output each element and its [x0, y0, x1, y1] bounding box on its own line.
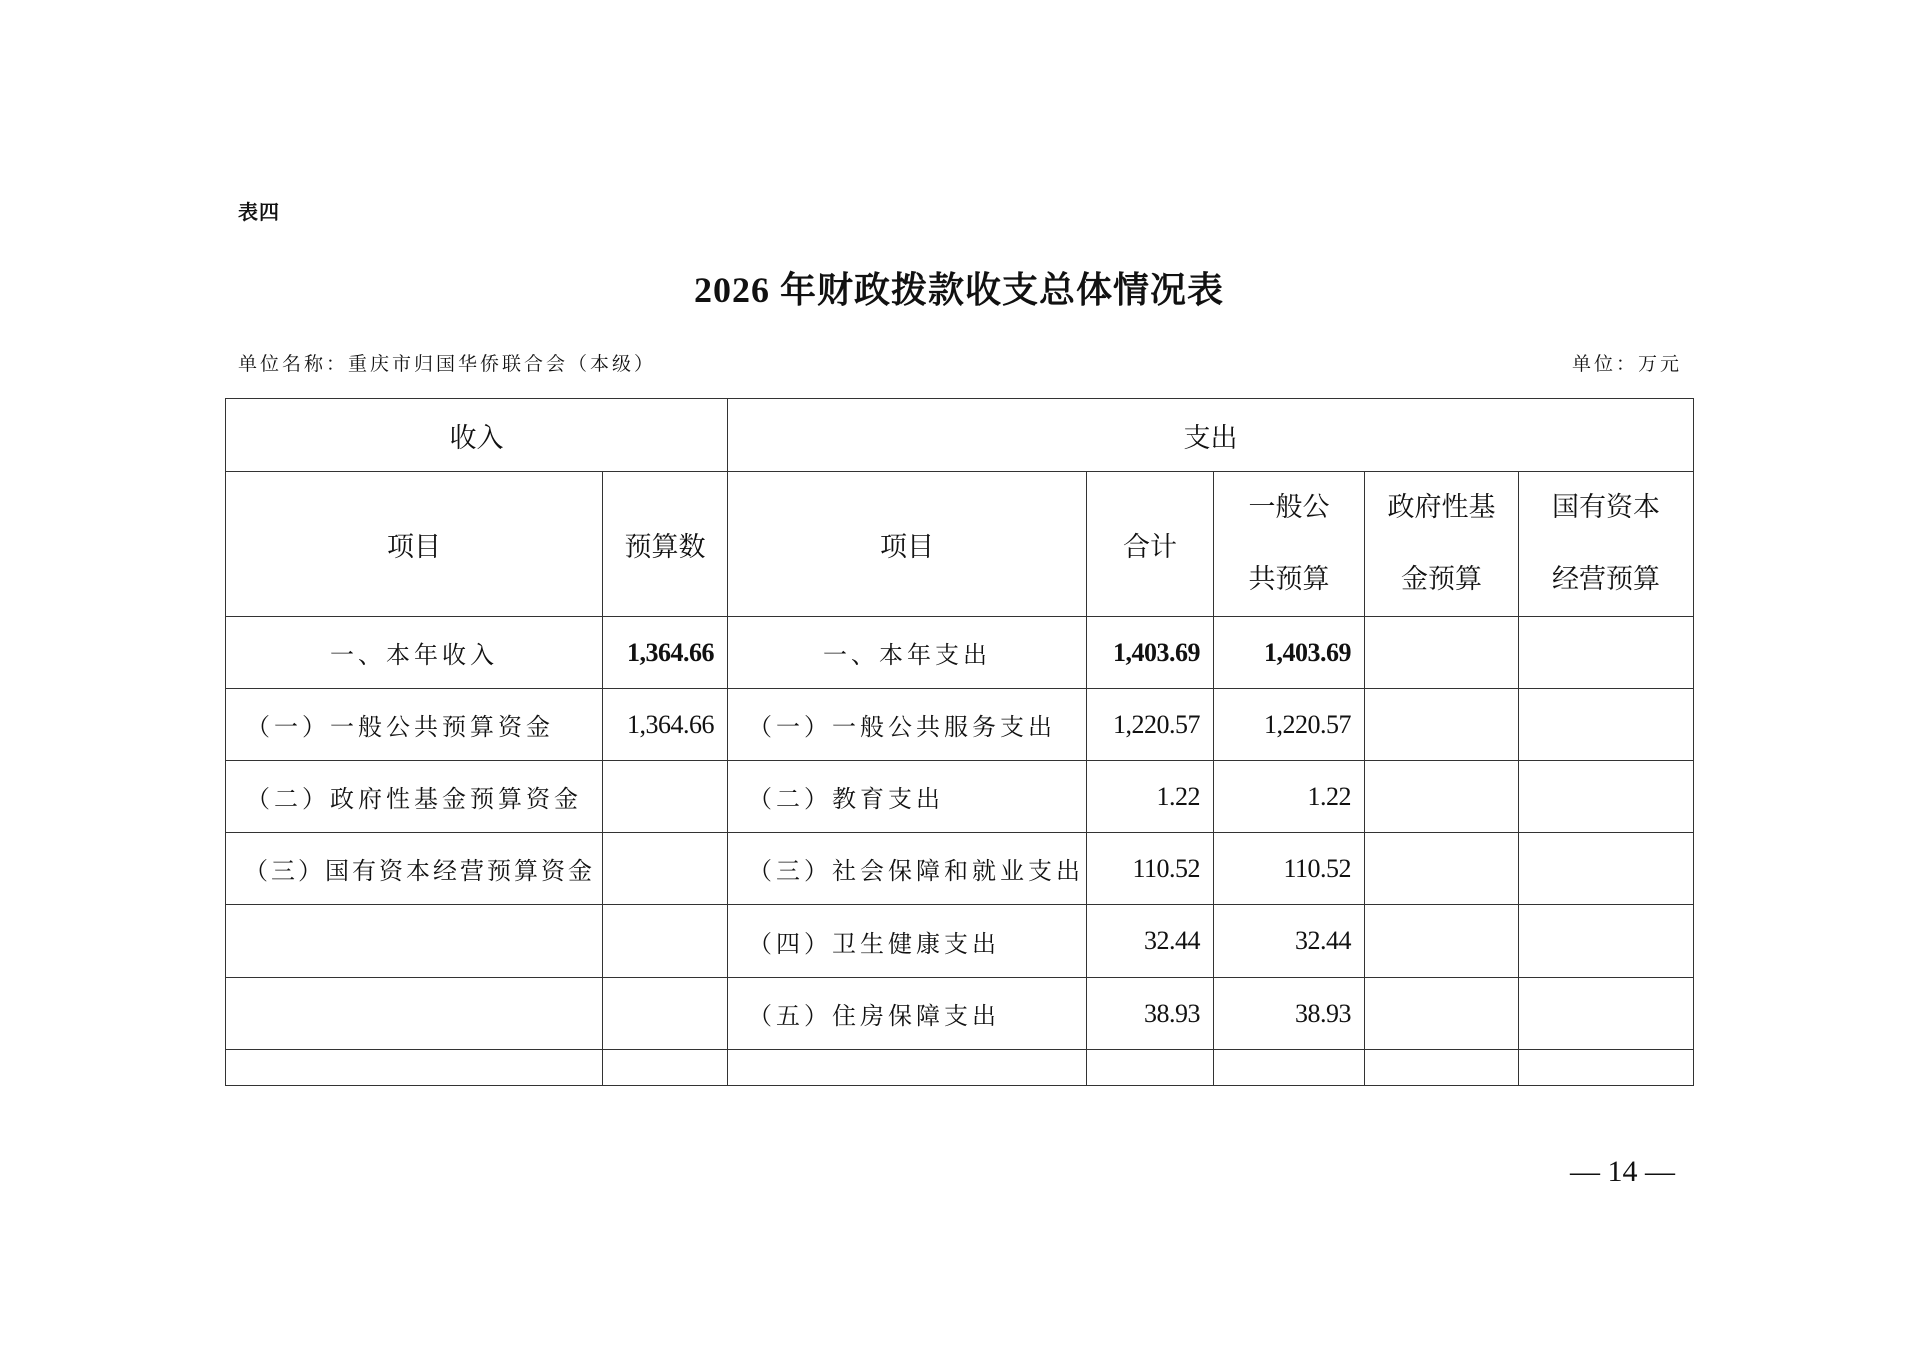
total-cell: 1,220.57: [1087, 689, 1214, 761]
total-cell: 110.52: [1087, 833, 1214, 905]
table-row: [226, 833, 1694, 905]
column-header-row: [226, 472, 1694, 617]
income-budget-cell: [603, 978, 728, 1050]
table-row: [226, 761, 1694, 833]
state-capital-budget-cell: [1519, 617, 1694, 689]
group-header-row: [226, 399, 1694, 472]
government-fund-budget-cell: [1365, 1050, 1519, 1086]
general-public-budget-cell: 1,403.69: [1214, 617, 1365, 689]
expenditure-item-header: 项目: [728, 472, 1087, 617]
total-header: 合计: [1087, 472, 1214, 617]
expenditure-item-cell: （三）社会保障和就业支出: [728, 833, 1087, 905]
government-fund-budget-cell: [1365, 833, 1519, 905]
budget-table: [225, 398, 1694, 1086]
header-line: 经营预算: [1552, 564, 1660, 595]
page-number: — 14 —: [1570, 1155, 1675, 1188]
expenditure-group-header: 支出: [728, 399, 1694, 472]
state-capital-budget-cell: [1519, 689, 1694, 761]
page-title-text: 2026 年财政拨款收支总体情况表: [693, 270, 1224, 310]
income-budget-cell: [603, 761, 728, 833]
expenditure-item-cell: [728, 1050, 1087, 1086]
total-cell: [1087, 1050, 1214, 1086]
income-budget-cell: 1,364.66: [603, 617, 728, 689]
table-row-total: [226, 617, 1694, 689]
state-capital-budget-cell: [1519, 905, 1694, 978]
table-row: [226, 905, 1694, 978]
expenditure-item-cell: （四）卫生健康支出: [728, 905, 1087, 978]
state-capital-budget-cell: [1519, 978, 1694, 1050]
total-cell: 38.93: [1087, 978, 1214, 1050]
income-item-cell: （一）一般公共预算资金: [226, 689, 603, 761]
income-budget-cell: 1,364.66: [603, 689, 728, 761]
income-item-cell: [226, 905, 603, 978]
income-budget-cell: [603, 1050, 728, 1086]
header-line: 国有资本: [1552, 492, 1660, 523]
income-budget-cell: [603, 905, 728, 978]
income-item-cell: 一、本年收入: [226, 617, 603, 689]
expenditure-item-cell: （一）一般公共服务支出: [728, 689, 1087, 761]
total-cell: 1.22: [1087, 761, 1214, 833]
government-fund-budget-cell: [1365, 617, 1519, 689]
header-line: 政府性基: [1387, 492, 1496, 523]
total-cell: 1,403.69: [1087, 617, 1214, 689]
state-capital-budget-header: [1519, 472, 1694, 617]
income-budget-cell: [603, 833, 728, 905]
government-fund-budget-header: [1365, 472, 1519, 617]
general-public-budget-header: [1214, 472, 1365, 617]
expenditure-item-cell: （五）住房保障支出: [728, 978, 1087, 1050]
government-fund-budget-cell: [1365, 689, 1519, 761]
income-group-header: 收入: [226, 399, 728, 472]
government-fund-budget-cell: [1365, 978, 1519, 1050]
government-fund-budget-cell: [1365, 905, 1519, 978]
total-cell: 32.44: [1087, 905, 1214, 978]
income-budget-header: 预算数: [603, 472, 728, 617]
unit-name-label: 单位名称：重庆市归国华侨联合会（本级）: [238, 353, 657, 375]
table-row: [226, 689, 1694, 761]
state-capital-budget-cell: [1519, 761, 1694, 833]
expenditure-item-cell: 一、本年支出: [728, 617, 1087, 689]
general-public-budget-cell: 38.93: [1214, 978, 1365, 1050]
income-item-header: 项目: [226, 472, 603, 617]
general-public-budget-cell: 1.22: [1214, 761, 1365, 833]
header-line: 一般公: [1248, 492, 1330, 523]
header-line: 金预算: [1401, 564, 1482, 595]
state-capital-budget-cell: [1519, 1050, 1694, 1086]
table-row-empty: [226, 1050, 1694, 1086]
government-fund-budget-cell: [1365, 761, 1519, 833]
income-item-cell: （二）政府性基金预算资金: [226, 761, 603, 833]
income-item-cell: （三）国有资本经营预算资金: [226, 833, 603, 905]
income-item-cell: [226, 978, 603, 1050]
table-row: [226, 978, 1694, 1050]
general-public-budget-cell: 32.44: [1214, 905, 1365, 978]
currency-unit-label: 单位：万元: [1571, 353, 1682, 375]
general-public-budget-cell: 110.52: [1214, 833, 1365, 905]
income-item-cell: [226, 1050, 603, 1086]
expenditure-item-cell: （二）教育支出: [728, 761, 1087, 833]
state-capital-budget-cell: [1519, 833, 1694, 905]
header-line: 共预算: [1248, 564, 1330, 595]
general-public-budget-cell: 1,220.57: [1214, 689, 1365, 761]
general-public-budget-cell: [1214, 1050, 1365, 1086]
table-number-label: 表四: [238, 200, 280, 224]
page-title: [0, 262, 1920, 313]
